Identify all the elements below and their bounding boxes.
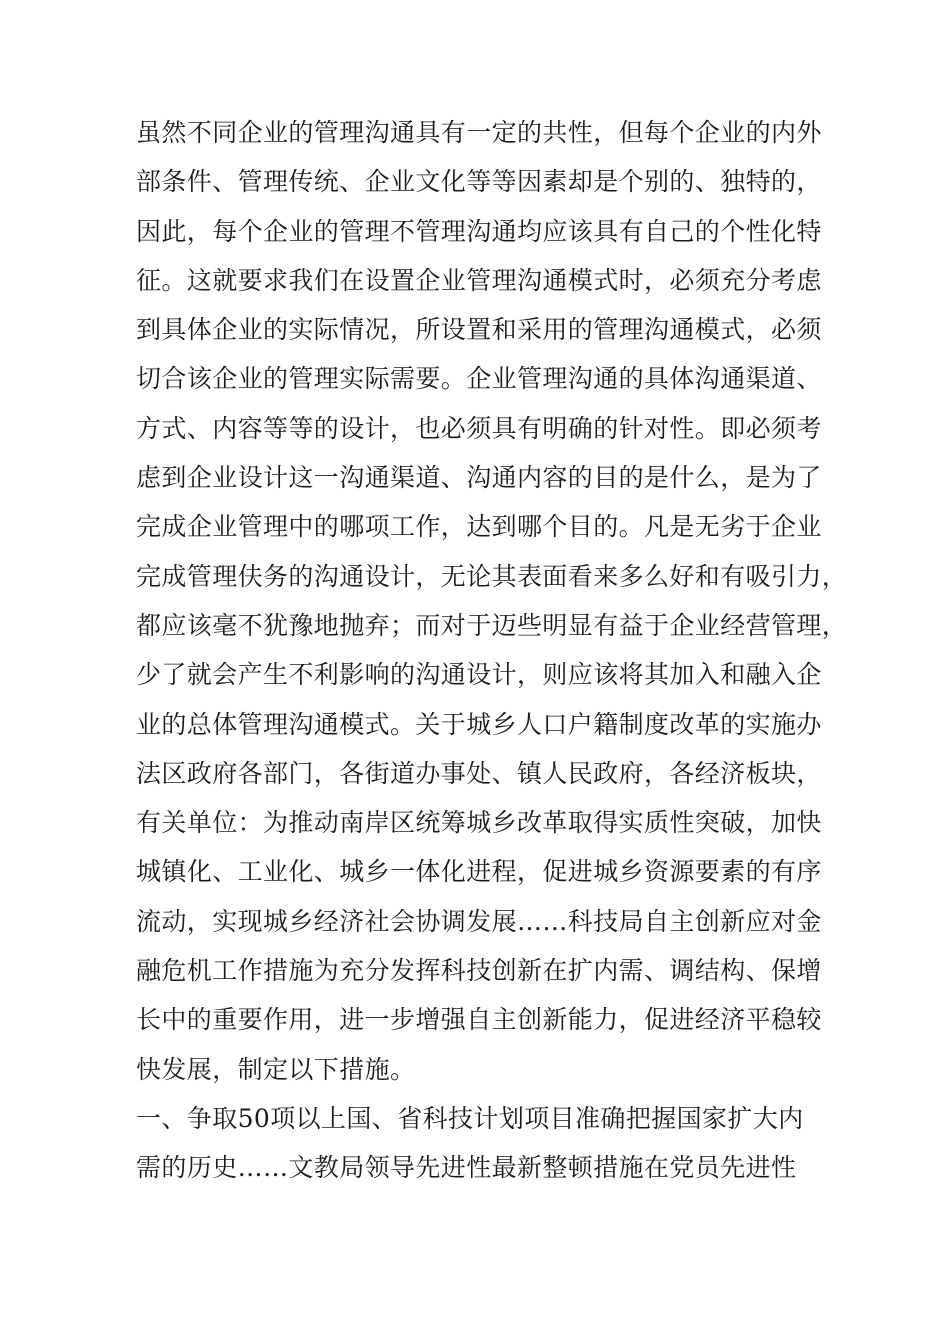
text-line: 一、争取50项以上国、省科技计划项目准确把握国家扩大内 (136, 1103, 804, 1133)
text-line: 有关单位：为推动南岸区统筹城乡改革取得实质性突破，加快 (136, 808, 822, 838)
text-line: 业的总体管理沟通模式。关于城乡人口户籍制度改革的实施办 (136, 709, 822, 739)
text-line: 法区政府各部门，各街道办事处、镇人民政府，各经济板块， (136, 758, 822, 788)
text-line: 完成管理伕务的沟通设计，无论其表面看来多么好和有吸引力， (136, 561, 848, 591)
text-line: 征。这就要求我们在设置企业管理沟通模式时，必须充分考虑 (136, 265, 822, 295)
text-line: 虑到企业设计这一沟通渠道、沟通内容的目的是什么，是为了 (136, 463, 822, 493)
text-line: 少了就会产生不利影响的沟通设计，则应该将其加入和融入企 (136, 660, 822, 690)
text-line: 因此，每个企业的管理不管理沟通均应该具有自己的个性化特 (136, 216, 822, 246)
text-line: 需的历史……文教局领导先进性最新整顿措施在党员先进性 (136, 1153, 797, 1183)
body-text (136, 108, 856, 1193)
text-line: 部条件、管理传统、企业文化等等因素却是个别的、独特的， (136, 167, 822, 197)
text-line: 完成企业管理中的哪项工作，达到哪个目的。凡是无劣于企业 (136, 512, 822, 542)
text-line: 都应该毫不犹豫地抛弃；而对于迈些明显有益于企业经营管理， (136, 610, 848, 640)
text-line: 方式、内容等等的设计，也必须具有明确的针对性。即必须考 (136, 413, 822, 443)
text-line: 融危机工作措施为充分发挥科技创新在扩内需、调结构、保增 (136, 956, 822, 986)
text-line: 长中的重要作用，进一步增强自主创新能力，促进经济平稳较 (136, 1005, 822, 1035)
text-line: 虽然不同企业的管理沟通具有一定的共性，但每个企业的内外 (136, 118, 822, 147)
text-line: 到具体企业的实际情况，所设置和采用的管理沟通模式，必须 (136, 315, 822, 345)
text-line: 流动，实现城乡经济社会协调发展……科技局自主创新应对金 (136, 906, 822, 936)
text-line: 切合该企业的管理实际需要。企业管理沟通的具体沟通渠道、 (136, 364, 822, 394)
text-line: 快发展，制定以下措施。 (136, 1054, 416, 1084)
text-line: 城镇化、工业化、城乡一体化进程，促进城乡资源要素的有序 (136, 857, 822, 887)
